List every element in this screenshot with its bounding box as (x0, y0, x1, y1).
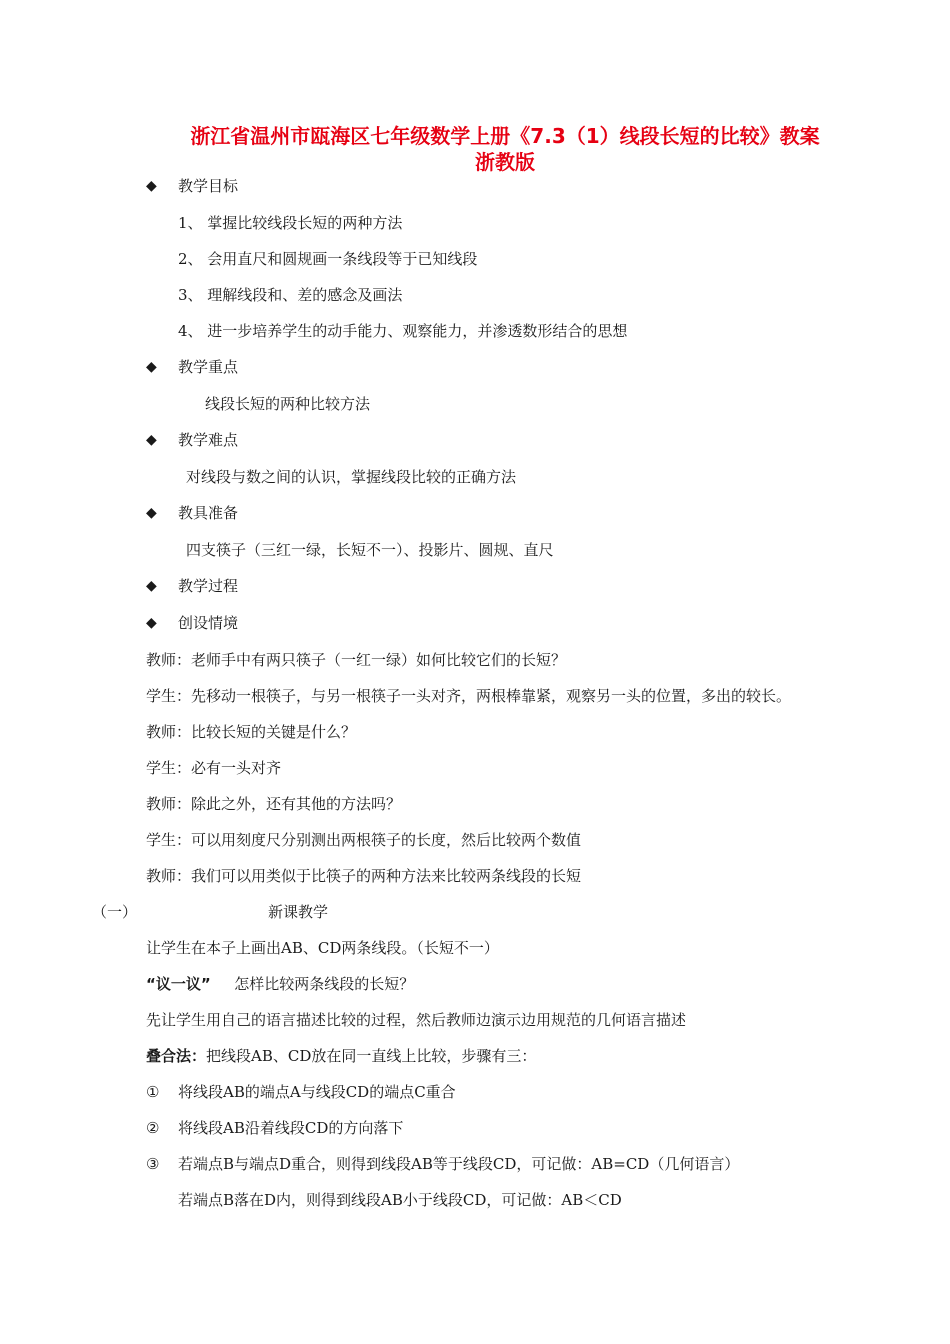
document-title-line1: 浙江省温州市瓯海区七年级数学上册《7.3（1）线段长短的比较》教案 (190, 124, 820, 148)
step-text: 将线段AB沿着线段CD的方向落下 (178, 1119, 404, 1137)
process-heading: 教学过程 (178, 577, 239, 595)
difficulty-text: 对线段与数之间的认识，掌握线段比较的正确方法 (186, 468, 517, 486)
bullet-icon: ◆ (146, 615, 157, 631)
bullet-icon: ◆ (146, 505, 157, 521)
discuss-label: “议一议” (146, 975, 211, 993)
objective-item: 2、 会用直尺和圆规画一条线段等于已知线段 (178, 250, 478, 268)
objectives-heading: 教学目标 (178, 177, 239, 195)
step-text: 若端点B与端点D重合，则得到线段AB等于线段CD，可记做：AB=CD（几何语言） (178, 1155, 740, 1173)
tools-text: 四支筷子（三红一绿，长短不一）、投影片、圆规、直尺 (186, 541, 554, 559)
overlap-text: 把线段AB、CD放在同一直线上比较，步骤有三： (206, 1047, 537, 1065)
bullet-icon: ◆ (146, 578, 157, 594)
bullet-icon: ◆ (146, 178, 157, 194)
dialogue-line: 学生：先移动一根筷子，与另一根筷子一头对齐，两根棒靠紧，观察另一头的位置，多出的较长。 (146, 687, 792, 705)
key-text: 线段长短的两种比较方法 (205, 395, 371, 413)
objective-item: 4、 进一步培养学生的动手能力、观察能力，并渗透数形结合的思想 (178, 322, 628, 340)
step-mark: ③ (146, 1155, 160, 1173)
dialogue-line: 教师：我们可以用类似于比筷子的两种方法来比较两条线段的长短 (146, 867, 582, 885)
dialogue-line: 学生：必有一头对齐 (146, 759, 282, 777)
dialogue-line: 学生：可以用刻度尺分别测出两根筷子的长度，然后比较两个数值 (146, 831, 582, 849)
bullet-icon: ◆ (146, 359, 157, 375)
overlap-label: 叠合法： (146, 1047, 207, 1065)
objective-item: 1、 掌握比较线段长短的两种方法 (178, 214, 403, 232)
document-title-line2: 浙教版 (475, 150, 535, 174)
dialogue-line: 教师：比较长短的关键是什么？ (146, 723, 357, 741)
step-text: 将线段AB的端点A与线段CD的端点C重合 (178, 1083, 456, 1101)
step-mark: ② (146, 1119, 160, 1137)
new-lesson-intro: 让学生在本子上画出AB、CD两条线段。（长短不一） (146, 939, 499, 957)
tools-heading: 教具准备 (178, 504, 239, 522)
step-continuation: 若端点B落在D内，则得到线段AB小于线段CD，可记做：AB＜CD (178, 1191, 622, 1209)
dialogue-line: 教师：除此之外，还有其他的方法吗？ (146, 795, 402, 813)
discuss-line (146, 974, 414, 994)
new-lesson-heading: 新课教学 (268, 903, 329, 921)
describe-text: 先让学生用自己的语言描述比较的过程，然后教师边演示边用规范的几何语言描述 (146, 1011, 687, 1029)
discuss-text: 怎样比较两条线段的长短？ (234, 975, 415, 993)
objective-item: 3、 理解线段和、差的感念及画法 (178, 286, 403, 304)
difficulty-heading: 教学难点 (178, 431, 239, 449)
bullet-icon: ◆ (146, 432, 157, 448)
overlap-line (146, 1046, 536, 1066)
dialogue-line: 教师：老师手中有两只筷子（一红一绿）如何比较它们的长短？ (146, 651, 567, 669)
step-mark: ① (146, 1083, 160, 1101)
scene-heading: 创设情境 (178, 614, 239, 632)
key-heading: 教学重点 (178, 358, 239, 376)
section-number: （一） (92, 903, 138, 921)
